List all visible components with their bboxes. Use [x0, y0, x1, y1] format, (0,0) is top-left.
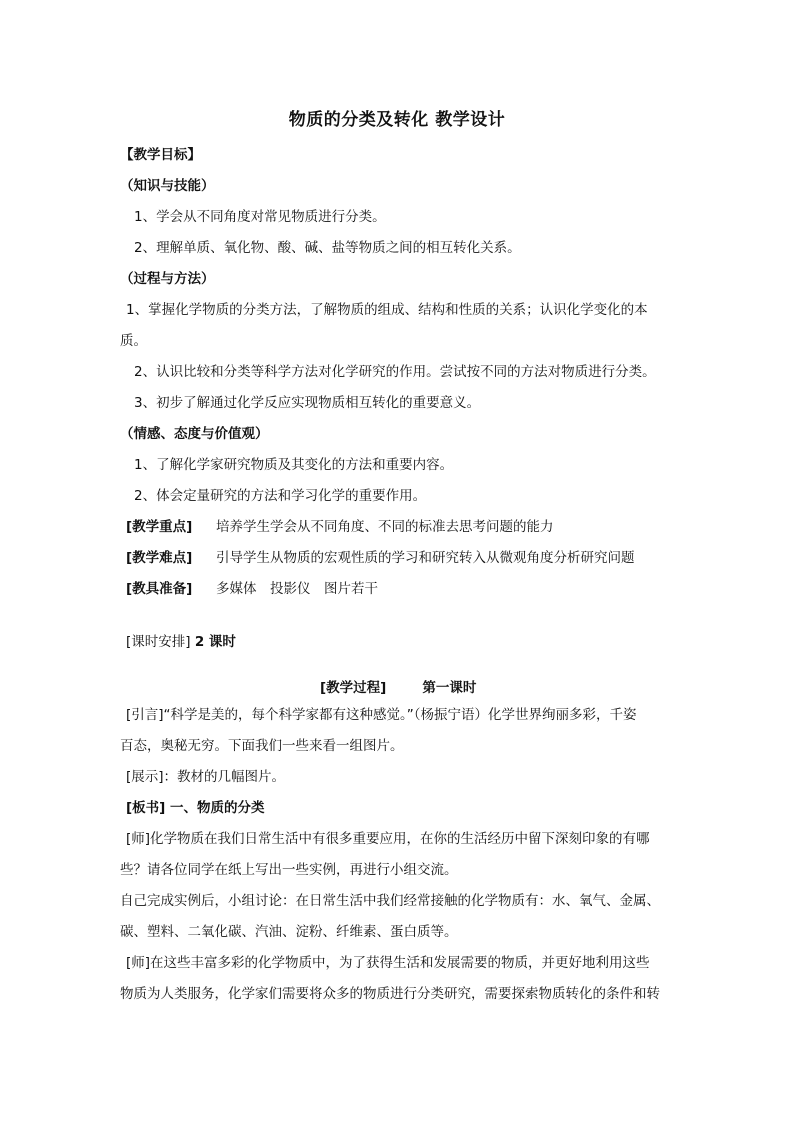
intro-line-1: [引言]“科学是美的，每个科学家都有这种感觉。”（杨振宁语）化学世界绚丽多彩，千姿 [126, 707, 637, 723]
difficulty-text: 引导学生从物质的宏观性质的学习和研究转入从微观角度分析研究问题 [216, 550, 635, 566]
teacher-2-line-2: 物质为人类服务，化学家们需要将众多的物质进行分类研究，需要探索物质转化的条件和转 [120, 986, 660, 1002]
process-heading: （过程与方法） [120, 271, 215, 287]
knowledge-heading: （知识与技能） [120, 178, 215, 194]
key-point-text: 培养学生学会从不同角度、不同的标准去思考问题的能力 [216, 519, 554, 535]
difficulty-row [126, 549, 635, 567]
process-item-1-line-2: 质。 [120, 333, 147, 349]
process-item-3: 3、初步了解通过化学反应实现物质相互转化的重要意义。 [134, 395, 481, 411]
intro-line-2: 百态，奥秘无穷。下面我们一些来看一组图片。 [120, 738, 404, 754]
board-label: [板书] [126, 800, 166, 816]
board-row [126, 799, 265, 817]
tools-label: [教具准备] [126, 581, 193, 597]
schedule-value: 2 课时 [194, 634, 236, 650]
emotion-item-1: 1、了解化学家研究物质及其变化的方法和重要内容。 [134, 457, 454, 473]
teacher-1-line-2: 些？请各位同学在纸上写出一些实例，再进行小组交流。 [120, 862, 458, 878]
knowledge-item-1: 1、学会从不同角度对常见物质进行分类。 [134, 209, 386, 225]
teacher-2-line-1: [师]在这些丰富多彩的化学物质中，为了获得生活和发展需要的物质，并更好地利用这些 [126, 955, 650, 971]
show-line: [展示]：教材的几幅图片。 [126, 769, 286, 785]
key-point-row [126, 518, 554, 536]
objectives-heading: 【教学目标】 [120, 147, 201, 163]
emotion-item-2: 2、体会定量研究的方法和学习化学的重要作用。 [134, 488, 427, 504]
teacher-1-line-1: [师]化学物质在我们日常生活中有很多重要应用，在你的生活经历中留下深刻印象的有哪 [126, 831, 650, 847]
tools-row [126, 580, 378, 598]
process-section-label: [教学过程] [320, 680, 387, 696]
discussion-line-1: 自己完成实例后，小组讨论：在日常生活中我们经常接触的化学物质有：水、氧气、金属、 [120, 893, 660, 909]
schedule-label: [课时安排] [126, 634, 191, 650]
process-item-1-line-1: 1、掌握化学物质的分类方法，了解物质的组成、结构和性质的关系；认识化学变化的本 [126, 302, 648, 318]
difficulty-label: [教学难点] [126, 550, 193, 566]
process-section-heading [320, 679, 476, 697]
page-title: 物质的分类及转化 教学设计 [288, 110, 506, 130]
emotion-heading: （情感、态度与价值观） [120, 426, 269, 442]
lesson-label: 第一课时 [422, 680, 477, 696]
process-item-2: 2、认识比较和分类等科学方法对化学研究的作用。尝试按不同的方法对物质进行分类。 [134, 364, 656, 380]
tools-text: 多媒体 投影仪 图片若干 [216, 581, 378, 597]
board-text: 一、物质的分类 [170, 800, 265, 816]
discussion-line-2: 碳、塑料、二氧化碳、汽油、淀粉、纤维素、蛋白质等。 [120, 924, 458, 940]
schedule-row [126, 633, 236, 651]
key-point-label: [教学重点] [126, 519, 193, 535]
knowledge-item-2: 2、理解单质、氧化物、酸、碱、盐等物质之间的相互转化关系。 [134, 240, 521, 256]
